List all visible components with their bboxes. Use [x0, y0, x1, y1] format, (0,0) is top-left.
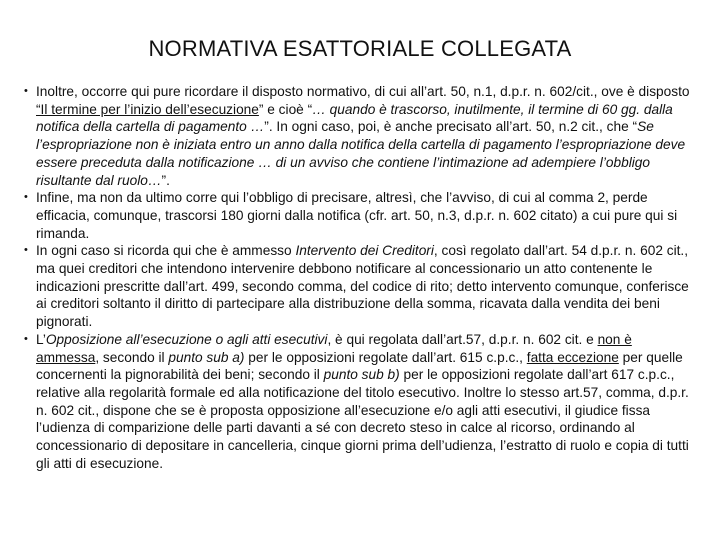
- item4-underlined: non è ammessa: [36, 331, 632, 365]
- item1-text: ” e cioè “: [258, 101, 313, 117]
- item4-emphasis: punto sub a): [168, 349, 245, 365]
- item1-quote: Se l’espropriazione non è iniziata entro un anno dalla notifica della cartella di pagamento l’espropriazione deve essere preceduta dalla notificazione … di un avviso che contiene l’intimazione ad adempiere l’obbligo risultante dal ruolo…: [36, 119, 686, 188]
- item4-emphasis: Opposizione all’esecuzione o agli atti esecutivi: [45, 331, 328, 347]
- bullet-item-1: [0, 83, 690, 189]
- item4-emphasis: punto sub b): [323, 367, 400, 383]
- bullet-icon: •: [24, 244, 28, 257]
- item4-text: L’: [36, 331, 46, 347]
- bullet-item-2: [0, 189, 690, 242]
- item2-text: Infine, ma non da ultimo corre qui l’obbligo di precisare, altresì, che l’avviso, di cui al comma 2, perde efficacia, comunque, trascorsi 180 giorni dalla notifica (cfr. art. 50, n.3, d.p.r. n. 602 citato) a cui pure qui si rimanda.: [36, 190, 678, 241]
- item4-text: , secondo il: [95, 349, 169, 365]
- item1-text: ”.: [161, 172, 170, 188]
- item1-text: Inoltre, occorre qui pure ricordare il disposto normativo, di cui all’art. 50, n.1, d.p.r. n. 602/cit., ove è disposto: [36, 84, 690, 99]
- bullet-icon: •: [24, 332, 28, 345]
- item4-text: per quelle concernenti la pignorabilità dei beni; secondo il: [36, 349, 683, 383]
- item4-text: per le opposizioni regolate dall’art. 615 c.p.c.,: [244, 349, 527, 365]
- item1-text: ”. In ogni caso, poi, è anche precisato all’art. 50, n.2 cit., che “: [264, 119, 638, 135]
- item4-text: , è qui regolata dall’art.57, d.p.r. n. 602 cit. e: [327, 331, 598, 347]
- item4-underlined: fatta eccezione: [526, 349, 619, 365]
- bullet-icon: •: [24, 85, 28, 97]
- bullet-item-4: [0, 331, 690, 473]
- item3-emphasis: Intervento dei Creditori: [295, 243, 434, 259]
- bullet-item-3: [0, 242, 690, 331]
- item3-text: In ogni caso si ricorda qui che è ammesso: [36, 243, 296, 259]
- item4-text: per le opposizioni regolate dall’art 617 c.p.c., relative alla regolarità formale ed alla notificazione del titolo esecutivo. Inoltre lo stesso art.57, comma, d.p.r. n. 602 cit., dispone che se è proposta opposizione all’esecuzione e/o agli atti esecutivi, il giudice fissa l’udienza di comparizione delle parti davanti a sé con decreto steso in calce al ricorso, ordinando al concessionario di depositare in cancelleria, cinque giorni prima dell’udienza, l’estratto di ruolo e copia di tutti gli atti di esecuzione.: [36, 367, 689, 471]
- item1-quote-title: “Il termine per l’inizio dell’esecuzione: [36, 101, 259, 117]
- item3-text: , così regolato dall’art. 54 d.p.r. n. 602 cit., ma quei creditori che intendono intervenire debbono notificare al concessionario un atto contenente le indicazioni prescritte dall’art. 499, secondo comma, del codice di rito; detto intervento comunque, conferisce ai creditori soltanto il diritto di partecipare alla distribuzione della somma, ricavata dalla vendita dei beni pignorati.: [36, 243, 689, 330]
- slide-title: NORMATIVA ESATTORIALE COLLEGATA: [148, 36, 572, 61]
- item1-quote: … quando è trascorso, inutilmente, il termine di 60 gg. dalla notifica della cartella di pagamento …: [36, 101, 673, 135]
- bullet-list: [0, 83, 690, 472]
- bullet-icon: •: [24, 191, 28, 204]
